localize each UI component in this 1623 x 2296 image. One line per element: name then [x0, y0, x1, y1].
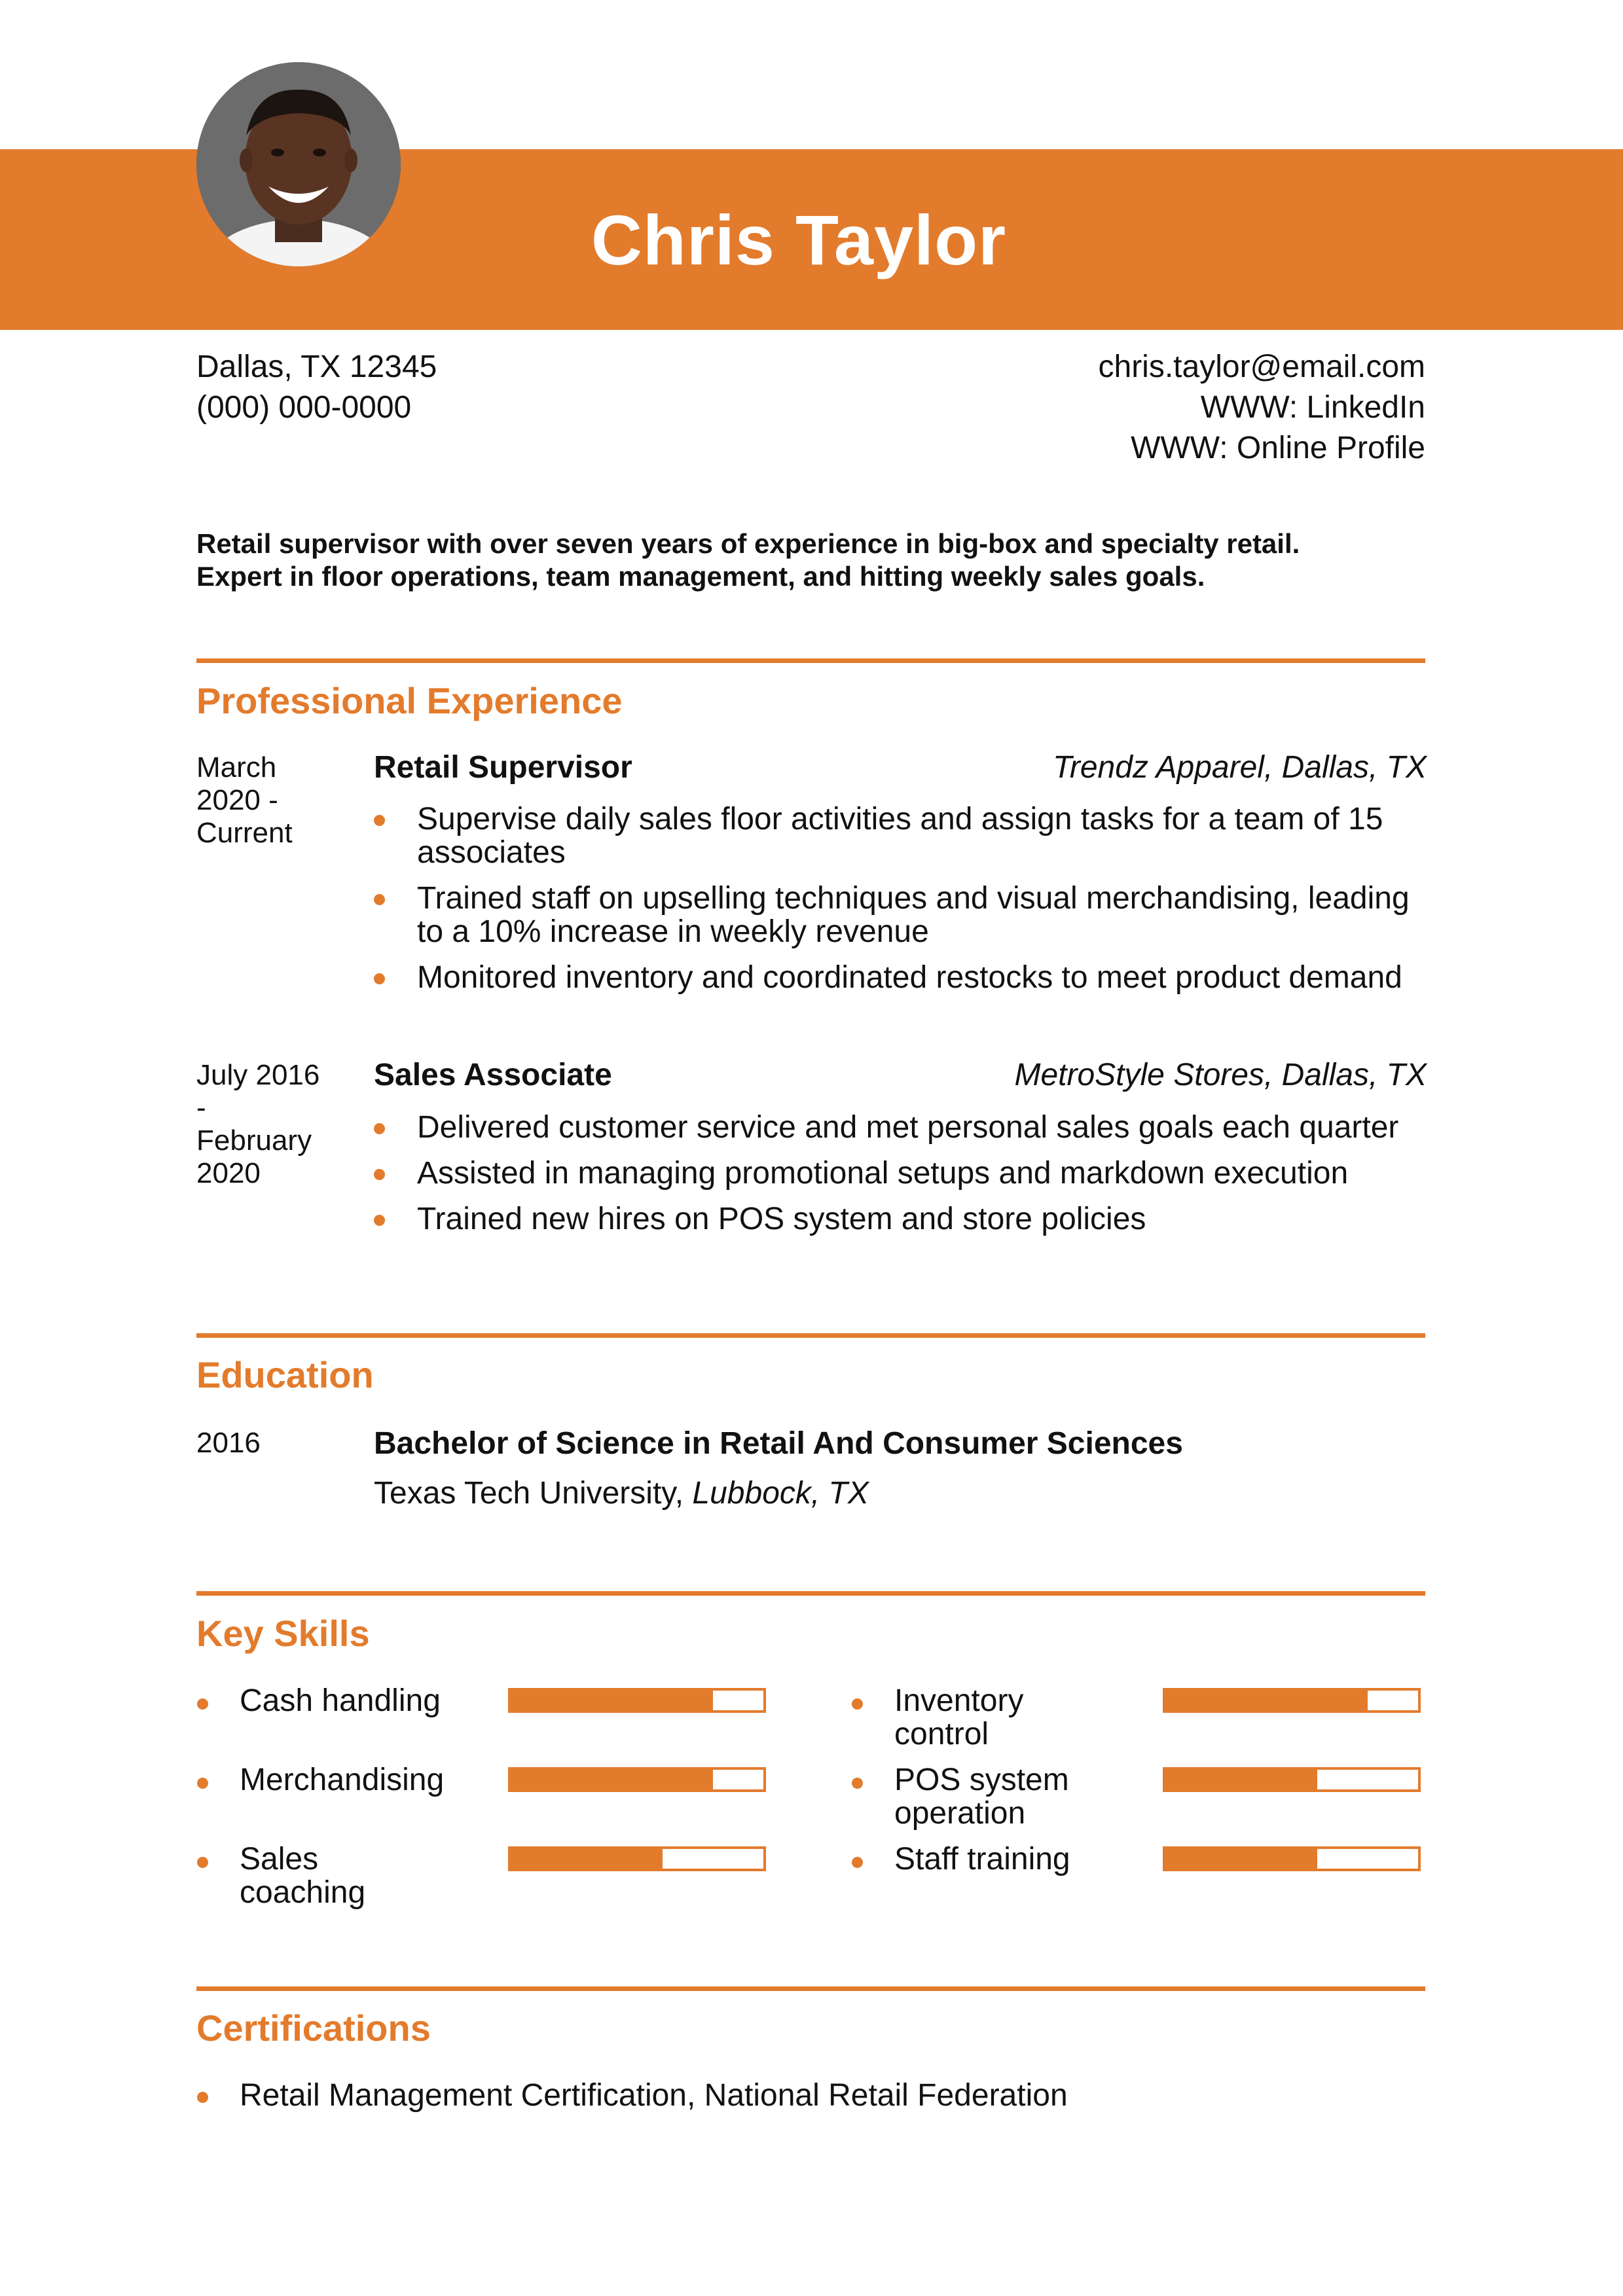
bullet-text: Assisted in managing promotional setups and markdown execution [417, 1156, 1349, 1191]
skill-level-bar [508, 1846, 766, 1871]
skill-level-bar [1163, 1767, 1421, 1792]
section-title-certifications: Certifications [196, 2007, 431, 2049]
education-degree: Bachelor of Science in Retail And Consumer Sciences [374, 1426, 1183, 1461]
skill-level-fill [511, 1770, 713, 1789]
section-divider [196, 1986, 1425, 1991]
bullet-dot [374, 815, 385, 826]
list-item [374, 1111, 1428, 1144]
bullet-dot [374, 894, 385, 905]
bullet-dot [197, 1698, 208, 1710]
summary-line: Retail supervisor with over seven years of experience in big-box and specialty retail. [196, 528, 1300, 559]
job-date [196, 1059, 340, 1190]
candidate-name: Chris Taylor [591, 200, 1007, 279]
section-divider [196, 658, 1425, 663]
list-item [374, 1157, 1428, 1190]
bullet-text: Trained staff on upselling techniques and visual merchandising, leading to a 10% increase in weekly revenue [417, 881, 1410, 949]
professional-summary [196, 528, 1427, 593]
school-name: Texas Tech University, [374, 1476, 684, 1511]
section-divider [196, 1591, 1425, 1596]
date-line: February [196, 1124, 312, 1157]
education-year: 2016 [196, 1427, 261, 1459]
bullet-dot [852, 1857, 863, 1868]
skill-label: Staff training [894, 1842, 1070, 1876]
job-title: Retail Supervisor [374, 750, 632, 785]
contact-left [196, 347, 437, 428]
bullet-dot [374, 1169, 385, 1180]
section-title-education: Education [196, 1354, 374, 1395]
section-divider [196, 1333, 1425, 1338]
skill-level-fill [511, 1691, 713, 1710]
bullet-text: Delivered customer service and met personal sales goals each quarter [417, 1110, 1399, 1145]
bullet-dot [374, 973, 385, 984]
bullet-dot [197, 1857, 208, 1868]
list-item [374, 961, 1428, 994]
job-title: Sales Associate [374, 1058, 612, 1092]
skill-level-fill [1165, 1770, 1317, 1789]
date-line: Current [196, 817, 293, 849]
skill-level-fill [1165, 1691, 1368, 1710]
job-bullets [374, 802, 1428, 1007]
profile-link[interactable]: WWW: Online Profile [1131, 431, 1425, 465]
bullet-dot [852, 1778, 863, 1789]
skill-label: Cash handling [240, 1683, 441, 1718]
bullet-text: Trained new hires on POS system and store policies [417, 1202, 1146, 1236]
skill-label: POS system operation [894, 1763, 1069, 1831]
linkedin-link[interactable]: WWW: LinkedIn [1200, 390, 1425, 425]
list-item [374, 802, 1428, 869]
bullet-dot [374, 1123, 385, 1134]
job-company: Trendz Apparel, Dallas, TX [1053, 750, 1427, 785]
skill-level-bar [508, 1767, 766, 1792]
job-company: MetroStyle Stores, Dallas, TX [1014, 1058, 1427, 1092]
date-line: March [196, 751, 277, 783]
avatar-portrait [196, 62, 401, 266]
bullet-dot [374, 1215, 385, 1226]
education-school [374, 1475, 869, 1511]
job-date [196, 751, 340, 850]
bullet-dot [197, 2092, 208, 2103]
phone: (000) 000-0000 [196, 390, 412, 425]
list-item [374, 882, 1428, 948]
bullet-dot [197, 1778, 208, 1789]
email-link[interactable]: chris.taylor@email.com [1098, 350, 1425, 384]
bullet-dot [852, 1698, 863, 1710]
date-line: - [196, 1092, 206, 1124]
skill-level-fill [1165, 1849, 1317, 1869]
bullet-text: Supervise daily sales floor activities and assign tasks for a team of 15 associates [417, 802, 1383, 870]
section-title-experience: Professional Experience [196, 680, 623, 721]
school-location: Lubbock, TX [692, 1476, 869, 1511]
skill-label: Inventory control [894, 1683, 1024, 1751]
section-title-skills: Key Skills [196, 1613, 370, 1654]
list-item [374, 1202, 1428, 1236]
skill-label: Sales coaching [240, 1842, 366, 1910]
date-line: 2020 [196, 1157, 261, 1189]
certification-item: Retail Management Certification, National Retail Federation [240, 2078, 1068, 2113]
contact-right [1099, 347, 1426, 469]
skill-label: Merchandising [240, 1763, 445, 1797]
bullet-text: Monitored inventory and coordinated restocks to meet product demand [417, 960, 1402, 995]
date-line: July 2016 [196, 1059, 320, 1091]
skill-level-bar [508, 1688, 766, 1713]
skill-level-bar [1163, 1688, 1421, 1713]
skill-level-fill [511, 1849, 663, 1869]
skill-level-bar [1163, 1846, 1421, 1871]
profile-photo [196, 62, 401, 266]
summary-line: Expert in floor operations, team management, and hitting weekly sales goals. [196, 561, 1205, 592]
job-bullets [374, 1111, 1428, 1248]
address: Dallas, TX 12345 [196, 350, 437, 384]
date-line: 2020 - [196, 784, 278, 816]
